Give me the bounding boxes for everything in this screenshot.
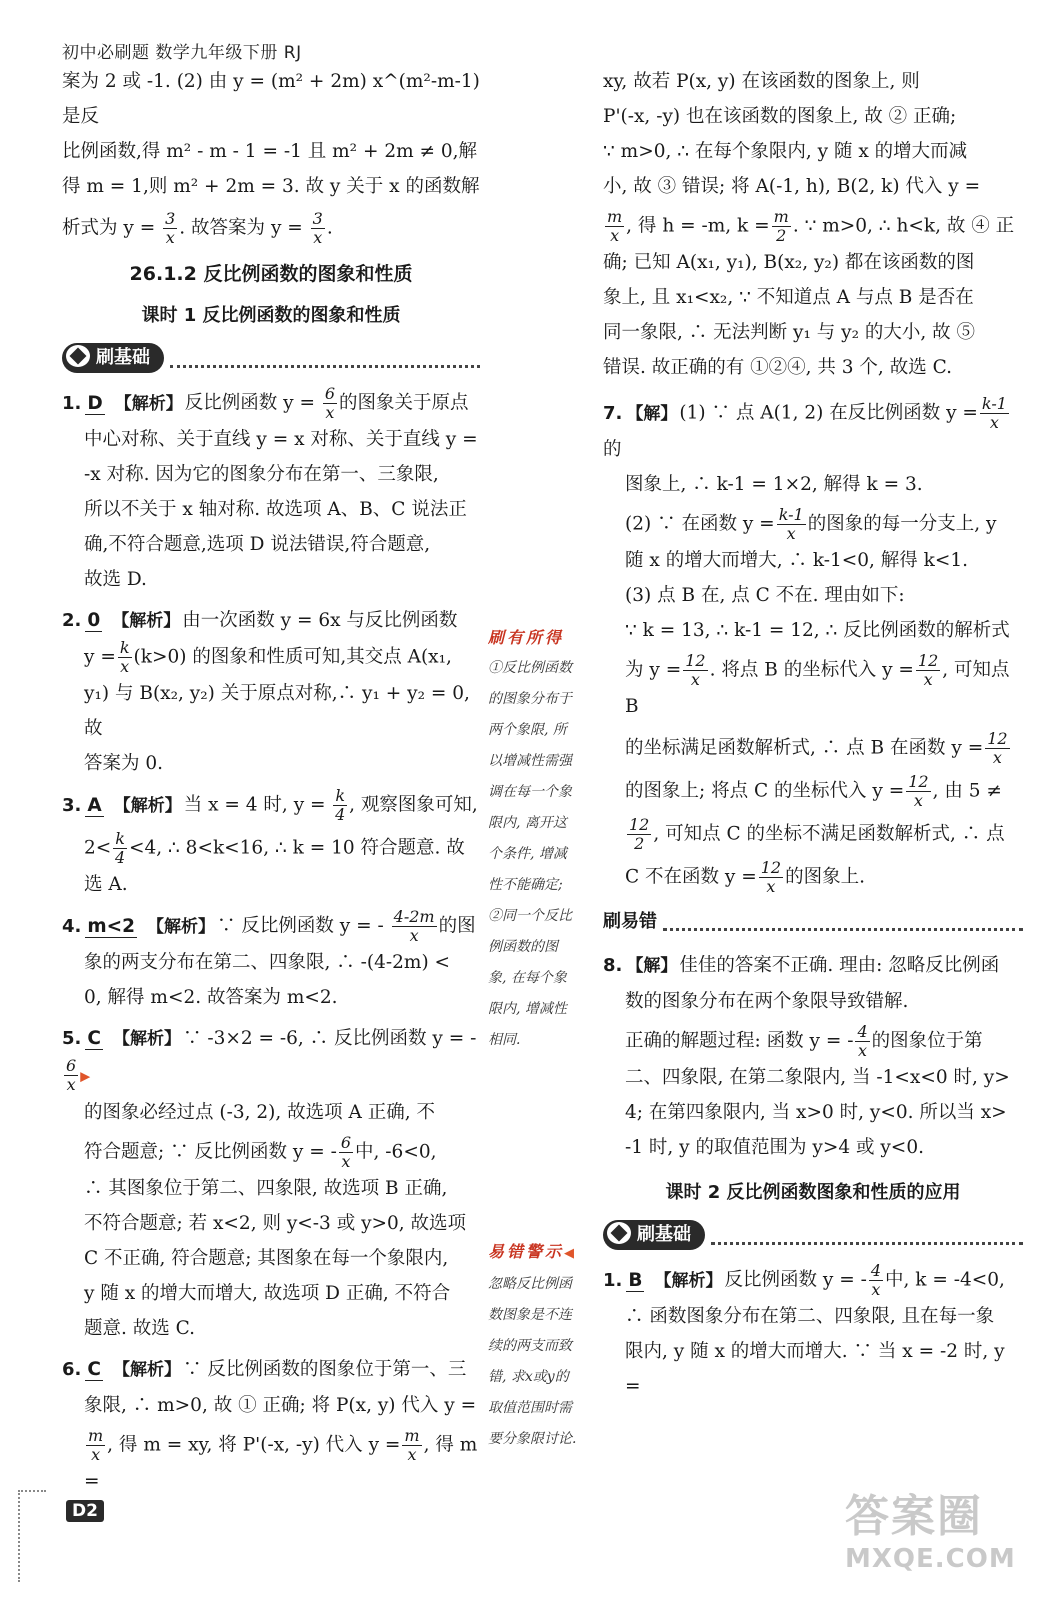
section-title: 26.1.2 反比例函数的图象和性质 <box>129 263 413 285</box>
fraction: $\frac{k}{4}$ <box>335 786 346 824</box>
practice-badge: 刷基础 <box>62 341 480 375</box>
practice-badge: 刷基础 <box>603 1218 1023 1252</box>
fraction: $\frac{6}{x}$ <box>66 1056 77 1094</box>
fraction: $\frac{m}{x}$ <box>88 1425 104 1464</box>
note-arrow-icon: ▶ <box>80 1069 91 1085</box>
fraction: $\frac{12}{x}$ <box>685 651 706 689</box>
fraction: $\frac{3}{x}$ <box>165 209 176 247</box>
fraction: $\frac{3}{x}$ <box>312 209 323 247</box>
fraction: $\frac{12}{x}$ <box>917 651 939 689</box>
badge-icon <box>66 345 90 367</box>
answer-item: 8. 【解】 佳佳的答案不正确. 理由: 忽略反比例函 数的图象分布在两个象限导致错解. 正确的解题过程: 函数 y = - $\frac{4}{x}$ 的图象位于第 二、四象限, 在第二象限内, 当 -1<x<0 时, y> 4; 在第四象限内, 当 x>0 时, y<0. 所以当 x> -1 时, y 的取值范围为 y>4 或 y<0. <box>603 955 1010 1158</box>
note-arrow-icon: ◀ <box>564 1246 578 1261</box>
fraction: $\frac{4}{x}$ <box>870 1261 882 1299</box>
fraction: $\frac{12}{x}$ <box>987 729 1008 767</box>
page-header: 初中必刷题 数学九年级下册 RJ <box>62 43 302 63</box>
cont-line: 案为 2 或 -1. (2) 由 y = (m² + 2m) x^(m²-m-1) 是反 <box>62 71 480 127</box>
answer-item: 2. 0 【解析】 由一次函数 y = 6x 与反比例函数 y = $\frac{k}{x}$ (k>0) 的图象和性质可知,其交点 A(x₁, y₁) 与 B(x₂, y₂) 关于原点对称,∴ y₁ + y₂ = 0, 故 答案为 0. <box>62 610 470 774</box>
fraction: $\frac{6}{x}$ <box>340 1132 352 1171</box>
fraction: $\frac{4-2m}{x}$ <box>393 907 435 945</box>
fraction: $\frac{m}{x}$ <box>404 1425 420 1464</box>
answer-item: 4. m<2 【解析】 ∵ 反比例函数 y = - $\frac{4-2m}{x}$ 的图 象的两支分布在第二、四象限, ∴ -(4-2m) < 0, 解得 m<2. 故答案为 m<2. <box>62 907 476 1008</box>
page-number: D2 <box>66 1500 104 1522</box>
lesson-title: 课时 2 反比例函数图象和性质的应用 <box>665 1182 961 1203</box>
fraction: $\frac{k}{x}$ <box>119 638 130 676</box>
fraction: $\frac{6}{x}$ <box>324 384 336 422</box>
tip-note: 刷有所得 ①反比例函数 的图象分布于 两个象限, 所 以增减性需强 调在每一个象 限内, 离开这 个条件, 增减 性不能确定; ②同一个反比 例函数的图 象, 在每个象 限内, 增减性 相同. <box>488 628 572 1048</box>
fraction: $\frac{12}{x}$ <box>908 772 929 810</box>
answer-item: 6. C 【解析】 ∵ 反比例函数的图象位于第一、三 象限, ∴ m>0, 故 ① 正确; 将 P(x, y) 代入 y = $\frac{m}{x}$ , 得 m = xy, 将 P'(-x, -y) 代入 y = $\frac{m}{x}$ , 得 m = <box>62 1358 478 1492</box>
fraction: $\frac{k-1}{x}$ <box>778 505 804 543</box>
badge-icon <box>607 1222 631 1244</box>
fraction: $\frac{12}{x}$ <box>760 858 782 896</box>
answer-item: 1. B 【解析】 反比例函数 y = - $\frac{4}{x}$ 中, k = -4<0, ∴ 函数图象分布在第二、四象限, 且在每一象 限内, y 随 x 的增大而增大. ∵ 当 x = -2 时, y = <box>603 1261 1005 1397</box>
right-column: xy, 故若 P(x, y) 在该函数的图象上, 则 P'(-x, -y) 也在该函数的图象上, 故 ② 正确; ∵ m>0, ∴ 在每个象限内, y 随 x 的增大而减 小, 故 ③ 错误; 将 A(-1, h), B(2, k) 代入 y = $\frac{m}{x}$ , 得 h = -m, k = $\frac{m}{2}$ . ∵ m>0, ∴ h<k, 故 ④ 正 确; 已知 A(x₁, y₁), B(x₂, y₂) 都在该函数的图 象上, 且 x₁<x₂, ∵ 不知道点 A 与点 B 是否在 同一象限, ∴ 无法判断 y₁ 与 y₂ 的大小, 故 ⑤ 错误. 故正确的有 ①②④, 共 3 个, 故选 C. 7. 【解】 (1) ∵ 点 A(1, 2) 在反比例函数 y = $\frac{k-1}{x}$ 的 图象上, ∴ k-1 = 1×2, 解得 k = 3. (2) ∵ 在函数 y = $\frac{k-1}{x}$ 的图象的每一分支上, y 随 x 的增大而增大, ∴ k-1<0, 解得 k<1. (3) 点 B 在, 点 C 不在. 理由如下: ∵ k = 13, ∴ k-1 = 12, ∴ 反比例函数的解析式 为 y = $\frac{12}{x}$ . 将点 B 的坐标代入 y = $\frac{12}{x}$ , 可知点 B 的坐标满足函数解析式, ∴ 点 B 在函数 y = $\frac{12}{x}$ 的图象上; 将点 C 的坐标代入 y = $\frac{12}{x}$ , 由 5 ≠ $\frac{12}{2}$ , 可知点 C 的坐标不满足函数解析式, ∴ 点 C 不在函数 y = $\frac{12}{x}$ 的图象上. 刷易错 8. 【解】 佳佳的答案不正确. 理由: 忽略反比例函 数的图象分布在两个象限导致错解. 正确的解题过程: 函数 y = - $\frac{4}{x}$ 的图象位于第 二、四象限, 在第二象限内, 当 -1<x<0 时, y> 4; 在第四象限内, 当 x>0 时, y<0. 所以当 x> -1 时, y 的取值范围为 y>4 或 y<0. 课时 2 反比例函数图象和性质的应用 刷基础 1. B 【解析】 反比例函数 y = - $\frac{4}{x}$ 中, k = -4<0, ∴ 函数图象分布在第二、四象限, 且在每一象 限内, y 随 x 的增大而增大. ∵ 当 x = -2 时, y = <box>603 64 1023 1404</box>
fraction: $\frac{k-1}{x}$ <box>981 394 1007 432</box>
watermark: 答案圈 MXQE.COM <box>845 1491 1016 1574</box>
fraction: $\frac{m}{2}$ <box>773 207 789 245</box>
warning-note: 易错警示◀ 忽略反比例函 数图象是不连 续的两支而致 错, 求x或y的 取值范围时需 要分象限讨论. <box>488 1242 578 1447</box>
fraction: $\frac{4}{x}$ <box>857 1022 868 1060</box>
answer-item: 1. D 【解析】 反比例函数 y = $\frac{6}{x}$ 的图象关于原点 中心对称、关于直线 y = x 对称、关于直线 y = -x 对称. 因为它的图象分布在第一、三象限, 所以不关于 x 轴对称. 故选项 A、B、C 说法正 确,不符合题意,选项 D 说法错误,符合题意, 故选 D. <box>62 384 478 590</box>
error-badge: 刷易错 <box>603 904 1023 938</box>
answer-item: 3. A 【解析】 当 x = 4 时, y = $\frac{k}{4}$ , 观察图象可知, 2< $\frac{k}{4}$ <4, ∴ 8<k<16, ∴ k = 10 符合题意. 故选 A. <box>62 786 478 895</box>
fraction: $\frac{m}{x}$ <box>607 207 623 245</box>
fraction: $\frac{12}{2}$ <box>629 815 650 853</box>
page-corner-mark <box>18 1490 46 1582</box>
answer-item: 7. 【解】 (1) ∵ 点 A(1, 2) 在反比例函数 y = $\frac{k-1}{x}$ 的 图象上, ∴ k-1 = 1×2, 解得 k = 3. (2) ∵ 在函数 y = $\frac{k-1}{x}$ 的图象的每一分支上, y 随 x 的增大而增大, ∴ k-1<0, 解得 k<1. (3) 点 B 在, 点 C 不在. 理由如下: ∵ k = 13, ∴ k-1 = 12, ∴ 反比例函数的解析式 为 y = $\frac{12}{x}$ . 将点 B 的坐标代入 y = $\frac{12}{x}$ , 可知点 B 的坐标满足函数解析式, ∴ 点 B 在函数 y = $\frac{12}{x}$ 的图象上; 将点 C 的坐标代入 y = $\frac{12}{x}$ , 由 5 ≠ $\frac{12}{2}$ , 可知点 C 的坐标不满足函数解析式, ∴ 点 C 不在函数 y = $\frac{12}{x}$ 的图象上. <box>603 394 1010 896</box>
fraction: $\frac{k}{4}$ <box>115 829 126 867</box>
cont-line: 比例函数,得 m² - m - 1 = -1 且 m² + 2m ≠ 0,解 <box>62 141 478 162</box>
cont-line: 析式为 y = $\frac{3}{x}$ . 故答案为 y = $\frac{3}{x}$ . <box>62 209 333 247</box>
left-column <box>62 64 480 1499</box>
answer-item: 5. C 【解析】 ∵ -3×2 = -6, ∴ 反比例函数 y = - $\frac{6}{x}$ ▶ 的图象必经过点 (-3, 2), 故选项 A 正确, 不 符合题意; ∵ 反比例函数 y = - $\frac{6}{x}$ 中, -6<0, ∴ 其图象位于第二、四象限, 故选项 B 正确, 不符合题意; 若 x<2, 则 y<-3 或 y>0, 故选项 C 不正确, 符合题意; 其图象在每一个象限内, y 随 x 的增大而增大, 故选项 D 正确, 不符合 题意. 故选 C. <box>62 1028 477 1339</box>
lesson-title: 课时 1 反比例函数的图象和性质 <box>141 305 401 326</box>
cont-line: 得 m = 1,则 m² + 2m = 3. 故 y 关于 x 的函数解 <box>62 176 480 197</box>
